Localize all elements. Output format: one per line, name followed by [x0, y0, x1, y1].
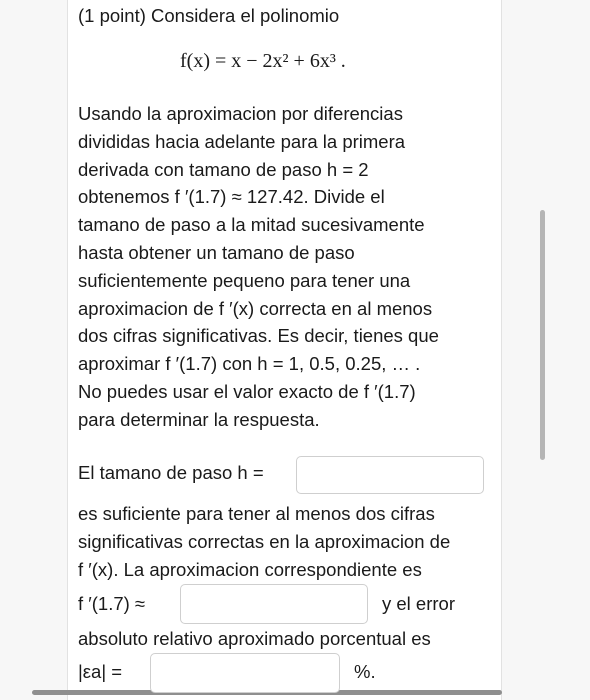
- statement-line: para determinar la respuesta.: [78, 408, 320, 430]
- step-size-input[interactable]: [296, 456, 484, 494]
- statement-line: derivada con tamano de paso h = 2: [78, 158, 369, 180]
- statement-line: hasta obtener un tamano de paso: [78, 241, 355, 263]
- percent-label: %.: [354, 661, 376, 682]
- statement-line: divididas hacia adelante para la primera: [78, 130, 406, 152]
- statement-line: obtenemos f ′(1.7) ≈ 127.42. Divide el: [78, 186, 385, 208]
- statement-line: No puedes usar el valor exacto de f ′(1.7): [78, 380, 416, 402]
- approximation-input[interactable]: [180, 584, 368, 624]
- approx-label: f ′(1.7) ≈: [78, 593, 146, 614]
- problem-header: (1 point) Considera el polinomio: [78, 5, 340, 26]
- error-label: |εa| =: [78, 661, 123, 682]
- statement-line: suficientemente pequeno para tener una: [78, 269, 411, 291]
- statement-line: Usando la aproximacion por diferencias: [78, 103, 403, 124]
- statement-line: tamano de paso a la mitad sucesivamente: [78, 214, 425, 236]
- polynomial-formula: f(x) = x − 2x² + 6x³ .: [180, 50, 346, 72]
- answer-line: es suficiente para tener al menos dos cifras: [78, 503, 435, 524]
- left-gutter: [0, 0, 68, 700]
- relative-error-input[interactable]: [150, 653, 340, 693]
- error-intro-label: y el error: [382, 593, 455, 614]
- vertical-scrollbar[interactable]: [540, 210, 545, 460]
- right-gutter: [501, 0, 590, 700]
- statement-line: aproximacion de f ′(x) correcta en al menos: [78, 297, 433, 319]
- statement-line: dos cifras significativas. Es decir, tienes que: [78, 325, 439, 347]
- answer-line: absoluto relativo aproximado porcentual es: [78, 628, 431, 649]
- problem-statement: [78, 100, 498, 434]
- step-size-label: El tamano de paso h =: [78, 462, 264, 483]
- answer-line: f ′(x). La aproximacion correspondiente es: [78, 559, 422, 580]
- answer-line: significativas correctas en la aproximacion de: [78, 531, 451, 552]
- statement-line: aproximar f ′(1.7) con h = 1, 0.5, 0.25, … .: [78, 353, 421, 375]
